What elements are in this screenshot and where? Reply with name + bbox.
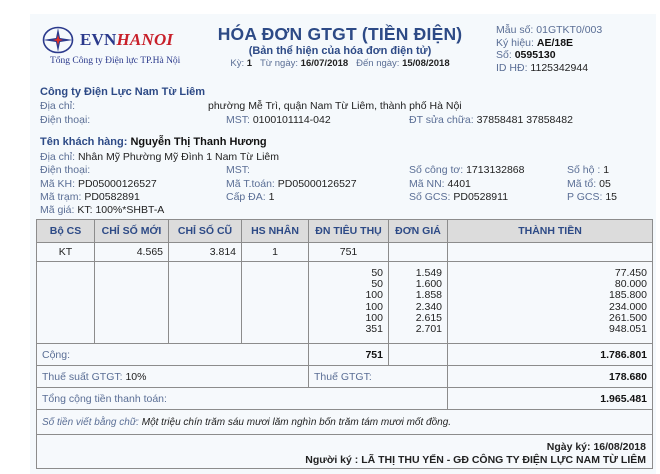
- station-code: Mã trạm: PD0582891: [40, 191, 140, 203]
- period-from: 16/07/2018: [300, 58, 349, 69]
- period-to: 15/08/2018: [402, 58, 450, 69]
- signer: Người ký : LÃ THỊ THU YẾN - GĐ CÔNG TY ĐIỆN LỰC NAM TỪ LIÊM: [305, 454, 646, 466]
- tier-rows: [37, 262, 653, 344]
- logo-hanoi: HANOI: [116, 30, 174, 49]
- total-amount: 1.965.481: [448, 388, 653, 410]
- new-reading-cell: 4.565: [95, 243, 169, 262]
- empty-cell: [242, 262, 309, 344]
- subtotal-row: [37, 344, 653, 366]
- customer-name: Tên khách hàng: Nguyễn Thị Thanh Hương: [40, 136, 267, 148]
- billing-period: Kỳ: 1 Từ ngày: 16/07/2018 Đến ngày: 15/08/2018: [230, 58, 450, 69]
- meter-number: Số công tơ: 1713132868: [409, 164, 525, 176]
- invoice-title: HÓA ĐƠN GTGT (TIỀN ĐIỆN): [217, 24, 463, 44]
- customer-address: Địa chỉ: Nhân Mỹ Phường Mỹ Đình 1 Nam Từ Liêm: [40, 151, 280, 163]
- period-number: 1: [246, 58, 253, 69]
- subtotal-kwh: 751: [309, 344, 389, 366]
- total-row: [37, 388, 653, 410]
- signature-block: [37, 435, 653, 469]
- invoice-subtitle: (Bản thể hiện của hóa đơn điện tử): [248, 45, 432, 57]
- subtotal-amount: 1.786.801: [448, 344, 653, 366]
- empty-cell: [448, 243, 653, 262]
- seller-tax-code: MST: 0100101114-042: [226, 114, 331, 126]
- col-header-meter-set: Bộ CS: [37, 220, 95, 243]
- seller-phone-label: Điện thoại:: [40, 114, 91, 126]
- evn-compass-star-icon: [42, 26, 74, 54]
- table-row: [37, 243, 653, 262]
- col-header-amount: THÀNH TIỀN: [448, 220, 653, 243]
- tier-kwh-list: 50 50 100 100 100 351: [309, 262, 389, 344]
- form-number: Mẫu số: 01GTKT0/003: [496, 24, 603, 36]
- seller-address: phường Mễ Trì, quận Nam Từ Liêm, thành phố Hà Nội: [208, 100, 462, 112]
- customer-tax-code: MST:: [226, 164, 250, 176]
- signature-row: [37, 435, 653, 469]
- meter-set-cell: KT: [37, 243, 95, 262]
- household-count: Số hộ : 1: [567, 164, 610, 176]
- invoice-series: Ký hiệu: AE/18E: [496, 36, 574, 49]
- col-header-old-reading: CHỈ SỐ CŨ: [169, 220, 242, 243]
- tier-amount-list: 77.450 80.000 185.800 234.000 261.500 948.051: [448, 262, 653, 344]
- tier-price-list: 1.549 1.600 1.858 2.340 2.615 2.701: [389, 262, 448, 344]
- payment-code: Mã T.toán: PD05000126527: [226, 178, 357, 190]
- col-header-unit-price: ĐƠN GIÁ: [389, 220, 448, 243]
- table-header-row: [37, 220, 653, 243]
- old-reading-cell: 3.814: [169, 243, 242, 262]
- consumption-cell: 751: [309, 243, 389, 262]
- evn-hanoi-logo: [40, 22, 220, 72]
- col-header-multiplier: HS NHÂN: [242, 220, 309, 243]
- logo-evn: EVN: [80, 30, 117, 49]
- multiplier-cell: 1: [242, 243, 309, 262]
- sign-date: Ngày ký: 16/08/2018: [546, 441, 646, 453]
- vat-label: Thuế GTGT:: [309, 366, 448, 388]
- col-header-consumption: ĐN TIÊU THỤ: [309, 220, 389, 243]
- customer-code: Mã KH: PD05000126527: [40, 178, 157, 190]
- team-code: Mã tổ: 05: [567, 178, 611, 190]
- empty-cell: [95, 262, 169, 344]
- empty-cell: [389, 344, 448, 366]
- vat-row: [37, 366, 653, 388]
- consumption-table: [36, 219, 653, 469]
- vat-rate: Thuế suất GTGT: 10%: [37, 366, 309, 388]
- subtotal-label: Cộng:: [37, 344, 309, 366]
- customer-phone: Điện thoại:: [40, 164, 91, 176]
- logo-wordmark: [80, 30, 173, 50]
- total-label: Tổng cộng tiền thanh toán:: [37, 388, 448, 410]
- invoice-meta: [496, 24, 602, 74]
- amount-in-words-row: [37, 410, 653, 435]
- empty-cell: [169, 262, 242, 344]
- price-code: Mã giá: KT: 100%*SHBT-A: [40, 204, 165, 216]
- logo-subtitle: Tổng Công ty Điện lực TP.Hà Nội: [50, 56, 181, 66]
- invoice-number: Số: 0595130: [496, 49, 556, 61]
- voltage-level: Cấp ĐA: 1: [226, 191, 275, 203]
- industry-code: Mã NN: 4401: [409, 178, 471, 190]
- empty-cell: [37, 262, 95, 344]
- col-header-new-reading: CHỈ SỐ MỚI: [95, 220, 169, 243]
- gcs-book-number: Số GCS: PD0528911: [409, 191, 509, 203]
- vat-amount: 178.680: [448, 366, 653, 388]
- amount-in-words: Số tiền viết bằng chữ: Một triệu chín trăm sáu mươi lăm nghìn bốn trăm tám mươi mốt đồng.: [37, 410, 653, 435]
- seller-repair-phone: ĐT sửa chữa: 37858481 37858482: [409, 114, 573, 126]
- invoice-id: ID HĐ: 1125342944: [496, 61, 589, 74]
- seller-address-label: Địa chỉ:: [40, 100, 76, 112]
- seller-name: Công ty Điện Lực Nam Từ Liêm: [40, 86, 206, 98]
- gcs-page: P GCS: 15: [567, 191, 618, 203]
- empty-cell: [389, 243, 448, 262]
